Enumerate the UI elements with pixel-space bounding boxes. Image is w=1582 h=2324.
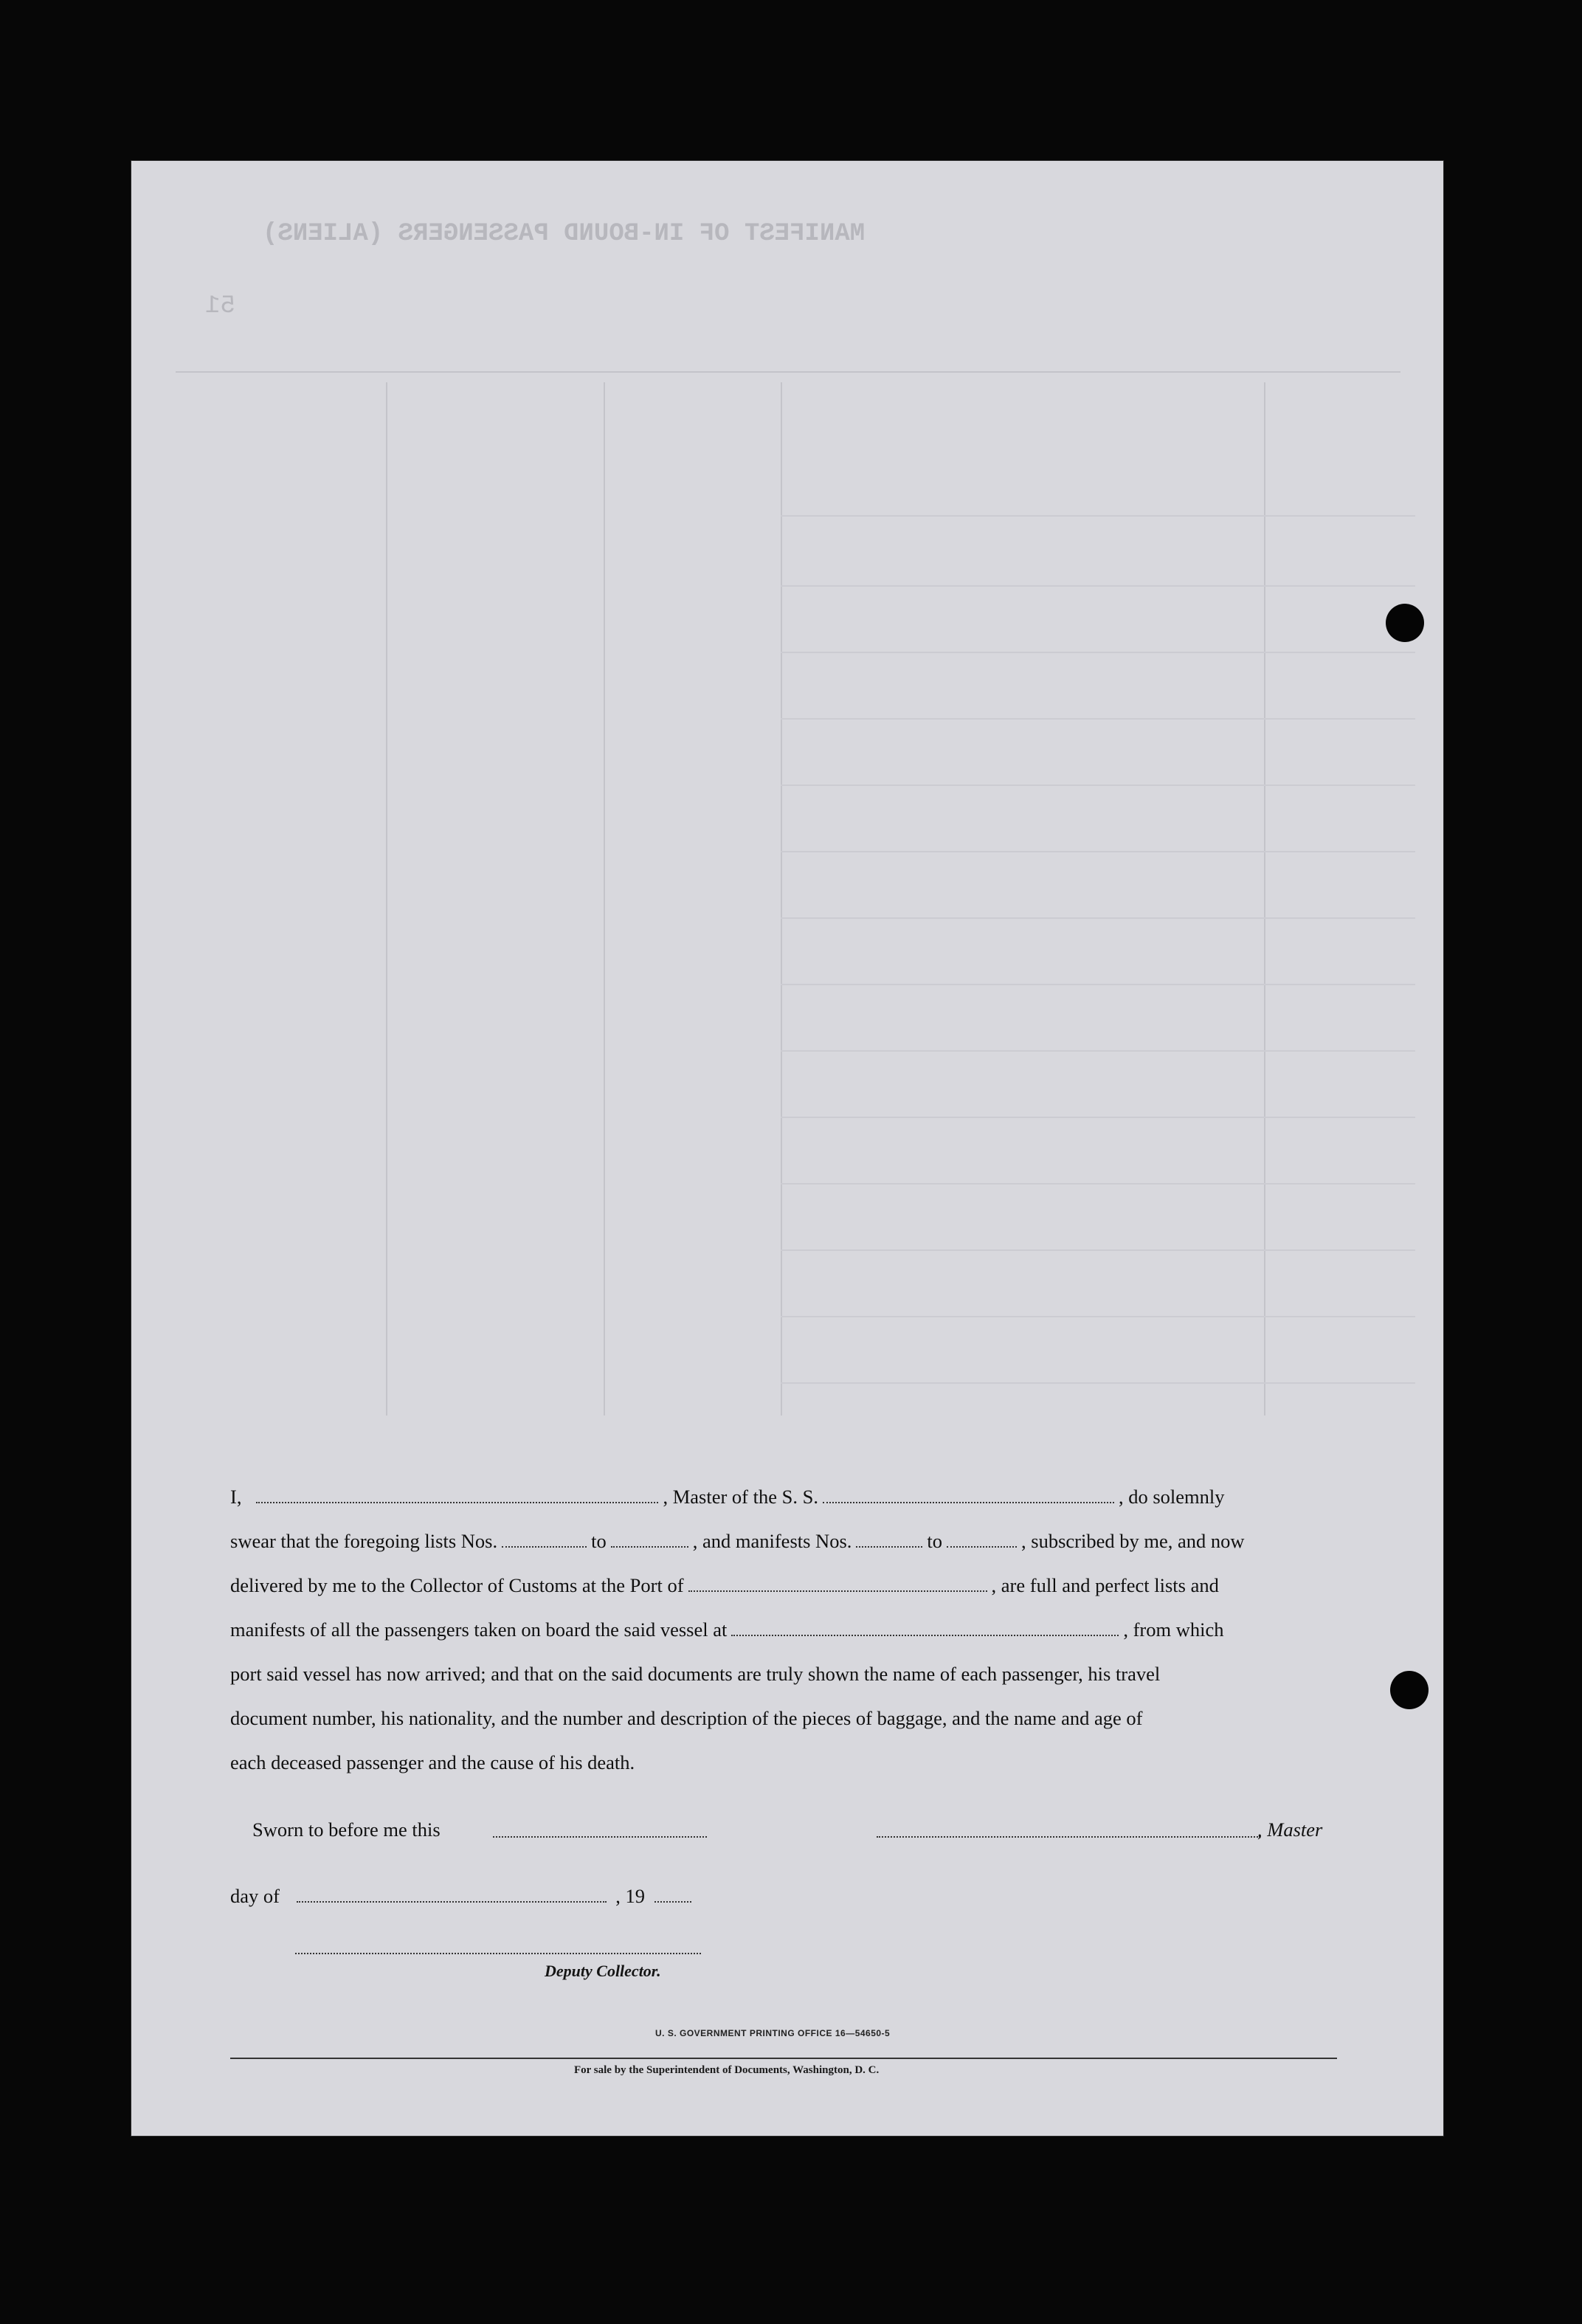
bleed-row-rule [781, 718, 1415, 720]
sworn-label: Sworn to before me this [252, 1818, 441, 1841]
oath-text: , are full and perfect lists and [991, 1574, 1219, 1596]
oath-text: I, [230, 1486, 242, 1508]
vessel-name-blank[interactable] [823, 1487, 1114, 1503]
bleed-row-rule [781, 585, 1415, 587]
master-name-blank[interactable] [256, 1487, 658, 1503]
bleed-column-rule [781, 382, 782, 1416]
printer-imprint: U. S. GOVERNMENT PRINTING OFFICE 16—54650-5 [655, 2028, 891, 2038]
bleed-row-rule [781, 785, 1415, 786]
bleed-row-rule [781, 652, 1415, 653]
oath-line-2 [230, 1519, 1344, 1563]
punch-hole [1386, 604, 1424, 642]
bleed-row-rule [781, 1316, 1415, 1317]
bleed-row-rule [781, 1117, 1415, 1118]
bleed-through-title: MANIFEST OF IN-BOUND PASSENGERS (ALIENS) [263, 220, 866, 248]
bleed-header-rule [176, 371, 1400, 373]
oath-text: , and manifests Nos. [692, 1530, 852, 1552]
bleed-row-rule [781, 1382, 1415, 1384]
manifest-sheet [131, 161, 1443, 2136]
bleed-row-rule [781, 515, 1415, 517]
port-blank[interactable] [688, 1576, 987, 1592]
day-of-label: day of [230, 1885, 280, 1907]
punch-hole [1390, 1671, 1429, 1709]
oath-line-4 [230, 1607, 1344, 1652]
master-signature-blank[interactable] [877, 1821, 1260, 1838]
oath-text: swear that the foregoing lists Nos. [230, 1530, 498, 1552]
oath-text: , subscribed by me, and now [1021, 1530, 1245, 1552]
bleed-row-rule [781, 1183, 1415, 1185]
year-label: , 19 [615, 1885, 645, 1907]
oath-line-5: port said vessel has now arrived; and that on the said documents are truly shown the name of each passenger, his travel [230, 1663, 1161, 1685]
manifests-to-blank[interactable] [947, 1531, 1017, 1548]
oath-line-7: each deceased passenger and the cause of his death. [230, 1751, 635, 1773]
master-label: , Master [1257, 1818, 1323, 1841]
oath-text: to [591, 1530, 607, 1552]
month-blank[interactable] [297, 1886, 607, 1903]
footer-rule [230, 2058, 1337, 2059]
lists-to-blank[interactable] [611, 1531, 688, 1548]
bleed-column-rule [1264, 382, 1265, 1416]
deputy-signature-blank[interactable] [295, 1953, 701, 1954]
sworn-line [230, 1818, 1344, 1863]
sworn-date-blank[interactable] [493, 1821, 707, 1838]
bleed-row-rule [781, 1249, 1415, 1251]
deputy-collector-label: Deputy Collector. [545, 1962, 661, 1980]
oath-text: , Master of the S. S. [663, 1486, 818, 1508]
oath-text: , do solemnly [1118, 1486, 1225, 1508]
bleed-row-rule [781, 917, 1415, 919]
oath-text: manifests of all the passengers taken on board the said vessel at [230, 1618, 728, 1641]
manifests-from-blank[interactable] [856, 1531, 922, 1548]
bleed-row-rule [781, 1050, 1415, 1052]
bleed-row-rule [781, 851, 1415, 852]
oath-text: , from which [1123, 1618, 1224, 1641]
oath-line-6: document number, his nationality, and the number and description of the pieces of baggage, and the name and age of [230, 1707, 1143, 1729]
bleed-column-rule [386, 382, 387, 1416]
oath-line-1 [230, 1475, 1344, 1519]
oath-text: delivered by me to the Collector of Customs at the Port of [230, 1574, 684, 1596]
lists-from-blank[interactable] [502, 1531, 587, 1548]
sale-notice: For sale by the Superintendent of Documents, Washington, D. C. [574, 2064, 880, 2076]
oath-line-3 [230, 1563, 1344, 1607]
bleed-row-rule [781, 984, 1415, 985]
master-oath [230, 1475, 1344, 1785]
bleed-column-rule [604, 382, 605, 1416]
oath-text: to [927, 1530, 943, 1552]
page-number: 51 [205, 292, 235, 320]
year-blank[interactable] [654, 1886, 691, 1903]
day-of-line [230, 1885, 696, 1908]
departure-port-blank[interactable] [731, 1620, 1119, 1636]
